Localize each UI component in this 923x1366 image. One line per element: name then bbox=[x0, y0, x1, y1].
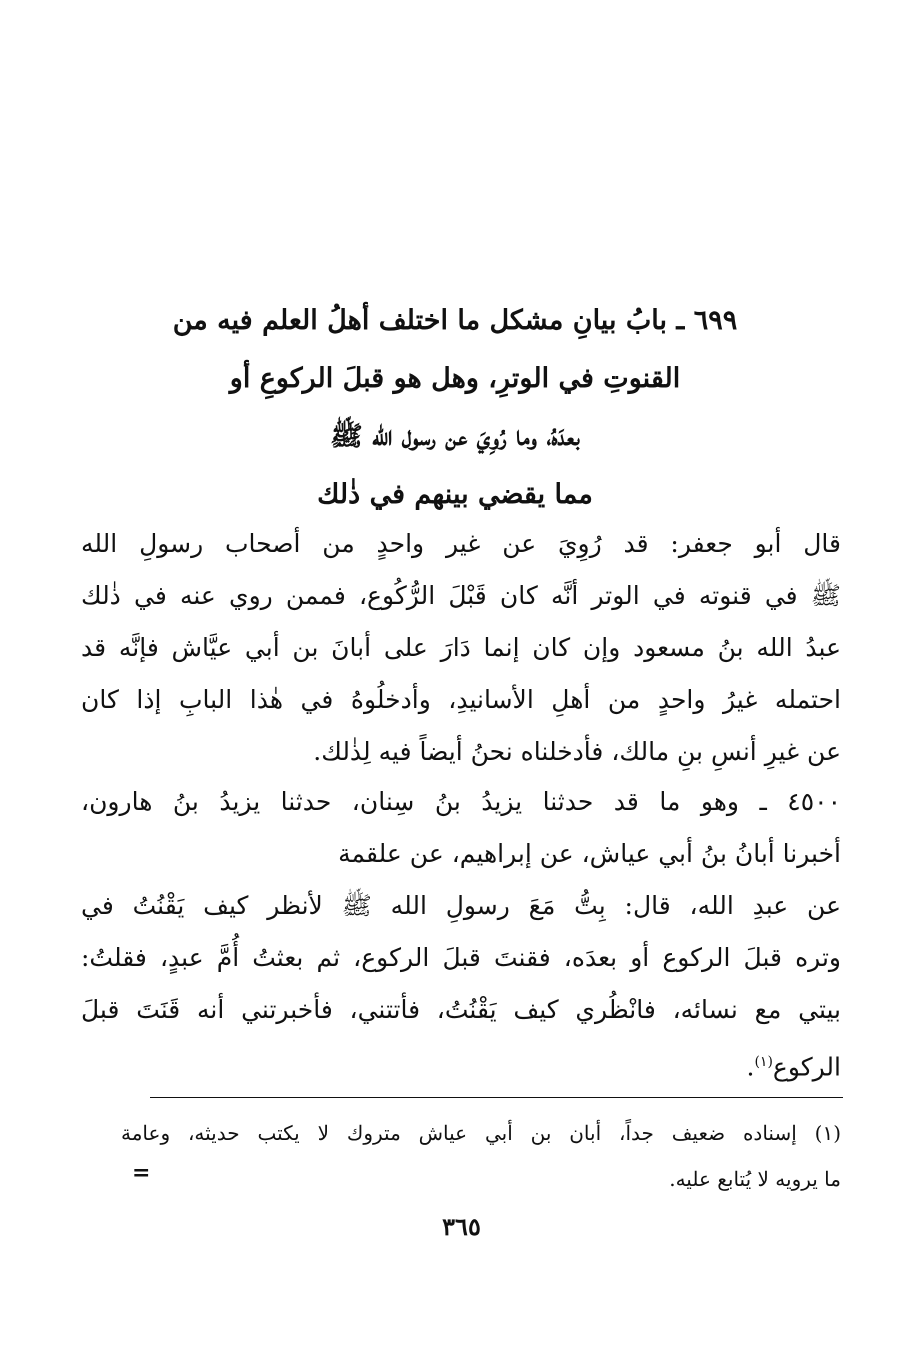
text-line bbox=[81, 1036, 841, 1093]
footnote-continuation-mark: = bbox=[132, 1160, 151, 1186]
chapter-title-line: مما يقضي بينهم في ذٰلك bbox=[317, 479, 593, 510]
text-line: أخبرنا أبانُ بنُ أبي عياش، عن إبراهيم، عن علقمة bbox=[338, 839, 841, 868]
text-line: ٤٥٠٠ ـ وهو ما قد حدثنا يزيدُ بنُ سِنان، حدثنا يزيدُ بنُ هارون، bbox=[81, 787, 841, 816]
text-line: عن عبدِ الله، قال: بِتُّ مَعَ رسولِ الله ﷺ لأنظر كيف يَقْنُتُ في bbox=[81, 891, 841, 920]
footnote-line: ما يرويه لا يُتابع عليه. bbox=[669, 1167, 841, 1191]
text-line: بيتي مع نسائه، فانْظُري كيف يَقْنُتُ، فأتتني، فأخبرتني أنه قَنَتَ قبلَ bbox=[81, 995, 841, 1024]
text-line: وتره قبلَ الركوع أو بعدَه، فقنتَ قبلَ الركوع، ثم بعثتُ أُمَّ عبدٍ، فقلتُ: bbox=[81, 943, 841, 972]
footnote-reference[interactable]: (١) bbox=[754, 1054, 773, 1070]
hadith-4500-chain bbox=[81, 776, 841, 880]
footnote-divider bbox=[150, 1097, 843, 1098]
footnote-line: (١) إسناده ضعيف جداً، أبان بن أبي عياش متروك لا يكتب حديثه، وعامة bbox=[121, 1121, 841, 1145]
chapter-title bbox=[130, 292, 780, 524]
chapter-title-line: القنوتِ في الوترِ، وهل هو قبلَ الركوعِ أو bbox=[229, 363, 681, 394]
text-line: احتمله غيرُ واحدٍ من أهلِ الأسانيدِ، وأدخلُوهُ في هٰذا البابِ إذا كان bbox=[81, 685, 841, 714]
text-line: عبدُ الله بنُ مسعود وإن كان إنما دَارَ على أبانَ بن أبي عيَّاش فإنَّه قد bbox=[81, 633, 841, 662]
footnote bbox=[121, 1110, 841, 1202]
text-line: ﷺ في قنوته في الوتر أنَّه كان قَبْلَ الرُّكُوع، فممن روي عنه في ذٰلك bbox=[81, 581, 841, 610]
paragraph-abu-jafar bbox=[81, 518, 841, 778]
page-number: ٣٦٥ bbox=[442, 1212, 481, 1241]
chapter-title-line: بعدَهُ، وما رُوِيَ عن رسول الله ﷺ bbox=[330, 421, 580, 452]
text-line: عن غيرِ أنسِ بنِ مالك، فأدخلناه نحنُ أيضاً فيه لِذٰلك. bbox=[313, 737, 841, 766]
hadith-4500-text bbox=[81, 880, 841, 1093]
end-punctuation: . bbox=[746, 1052, 755, 1082]
text-line: قال أبو جعفر: قد رُوِيَ عن غير واحدٍ من أصحاب رسولِ الله bbox=[81, 529, 841, 558]
chapter-title-line: ٦٩٩ ـ بابُ بيانِ مشكل ما اختلف أهلُ العلم فيه من bbox=[172, 305, 738, 336]
text-fragment: الركوع bbox=[772, 1052, 841, 1082]
